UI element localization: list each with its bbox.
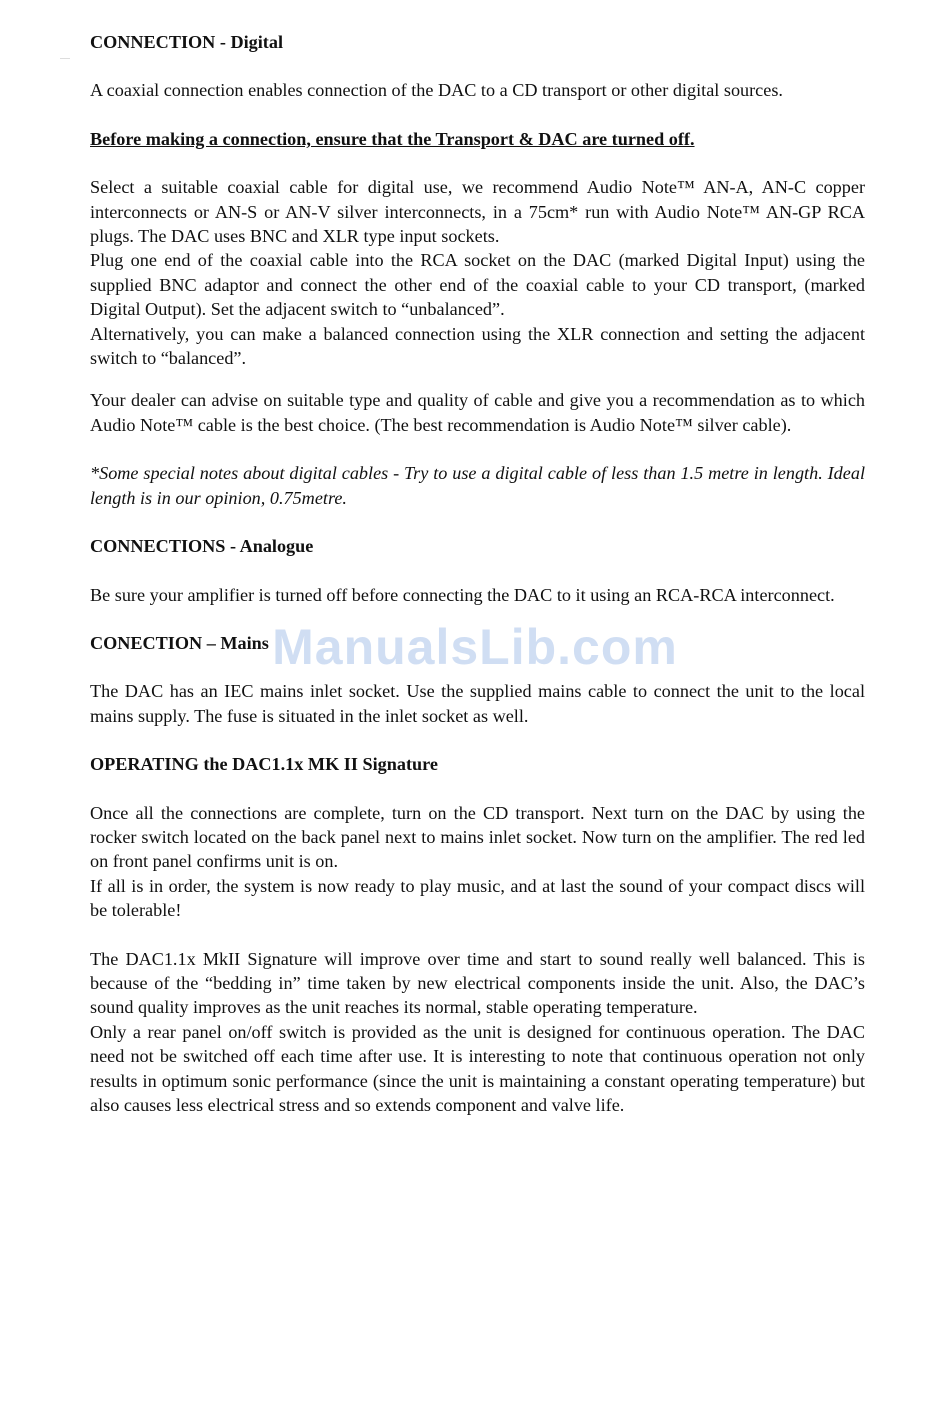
analogue-paragraph-1: Be sure your amplifier is turned off before connecting the DAC to it using an RCA-RCA interconnect. <box>90 584 835 605</box>
heading-digital: CONNECTION - Digital <box>90 32 283 52</box>
digital-paragraph-2: Plug one end of the coaxial cable into the RCA socket on the DAC (marked Digital Input) using the supplied BNC adaptor and connect the other end of the coaxial cable to your CD transport, (marked Digital Output). Set the adjacent switch to “unbalanced”. <box>90 250 865 320</box>
digital-paragraph-3: Alternatively, you can make a balanced connection using the XLR connection and setting the adjacent switch to “balanced”. <box>90 323 865 369</box>
digital-warning: Before making a connection, ensure that the Transport & DAC are turned off. <box>90 128 695 149</box>
mains-paragraph-1: The DAC has an IEC mains inlet socket. Use the supplied mains cable to connect the unit to the local mains supply. The fuse is situated in the inlet socket as well. <box>90 681 865 726</box>
operating-paragraph-3: The DAC1.1x MkII Signature will improve over time and start to sound really well balanced. This is because of the “bedding in” time taken by new electrical components inside the unit. Also, the DAC’s sound quality improves as the unit reaches its normal, stable operating temperature. <box>90 948 865 1018</box>
document-page <box>90 30 865 1117</box>
operating-paragraph-1: Once all the connections are complete, turn on the CD transport. Next turn on the DAC by using the rocker switch located on the back panel next to mains inlet socket. Now turn on the amplifier. The red led on front panel confirms unit is on. <box>90 802 865 872</box>
heading-operating: OPERATING the DAC1.1x MK II Signature <box>90 754 438 775</box>
margin-mark <box>60 58 70 59</box>
heading-analogue: CONNECTIONS - Analogue <box>90 536 314 557</box>
operating-paragraph-4: Only a rear panel on/off switch is provided as the unit is designed for continuous operation. The DAC need not be switched off each time after use. It is interesting to note that continuous operation not only results in optimum sonic performance (since the unit is maintaining a constant operating temperature) but also causes less electrical stress and so extends component and valve life. <box>90 1021 865 1115</box>
watermark-logo: ManualsLib.com <box>272 619 678 675</box>
digital-cable-note: *Some special notes about digital cables - Try to use a digital cable of less than 1.5 metre in length. Ideal length is in our opinion, 0.75metre. <box>90 463 865 508</box>
digital-paragraph-1: Select a suitable coaxial cable for digital use, we recommend Audio Note™ AN-A, AN-C copper interconnects or AN-S or AN-V silver interconnects, in a 75cm* run with Audio Note™ AN-GP RCA plugs. The DAC uses BNC and XLR type input sockets. <box>90 177 865 247</box>
digital-paragraph-4: Your dealer can advise on suitable type and quality of cable and give you a recommendation as to which Audio Note™ cable is the best choice. (The best recommendation is Audio Note™ silver cable). <box>90 390 865 435</box>
digital-intro: A coaxial connection enables connection of the DAC to a CD transport or other digital sources. <box>90 80 783 101</box>
operating-paragraph-2: If all is in order, the system is now ready to play music, and at last the sound of your compact discs will be tolerable! <box>90 875 865 921</box>
heading-mains: CONECTION – Mains <box>90 632 269 653</box>
